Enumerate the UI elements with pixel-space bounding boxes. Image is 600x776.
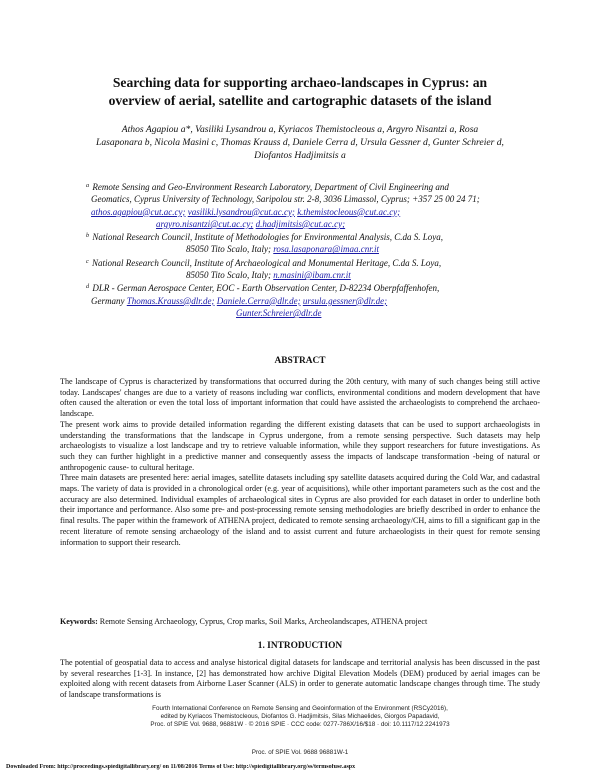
email-link[interactable]: athos.agapiou@cut.ac.cy; bbox=[91, 206, 186, 217]
keywords-label: Keywords: bbox=[60, 617, 98, 626]
author-list bbox=[72, 123, 528, 162]
affiliation-marker: b bbox=[86, 232, 90, 240]
affiliation-text: 85050 Tito Scalo, Italy; bbox=[186, 270, 271, 281]
abstract-paragraph: The landscape of Cyprus is characterized by transformations that occurred during the 20th century, with many of such changes being still active today. Landscapes' changes are due to a variety of reasons including war conflicts, environmental conditions and modern development that have often caused the alteration or even the total loss of important information that could have assisted the archaeologists to comprehend the archaeo-landscape. bbox=[60, 377, 540, 419]
affiliation-c bbox=[86, 256, 526, 282]
affiliation-marker: d bbox=[86, 283, 90, 291]
introduction-heading: 1. INTRODUCTION bbox=[257, 641, 343, 651]
affiliations bbox=[86, 180, 526, 319]
email-link[interactable]: vasiliki.lysandrou@cut.ac.cy; bbox=[187, 206, 295, 217]
affiliation-text: Remote Sensing and Geo-Environment Research Laboratory, Department of Civil Engineering and bbox=[92, 182, 449, 192]
conference-footer bbox=[100, 705, 500, 730]
affiliation-text: 85050 Tito Scalo, Italy; bbox=[186, 244, 271, 255]
authors-line-1: Athos Agapiou a*, Vasiliki Lysandrou a, Kyriacos Themistocleous a, Argyro Nisantzi a, Rosa bbox=[121, 124, 479, 135]
title-line-1: Searching data for supporting archaeo-landscapes in Cyprus: an bbox=[112, 75, 488, 90]
affiliation-text: National Research Council, Institute of Archaeological and Monumental Heritage, C.da S. Loya, bbox=[92, 257, 442, 268]
introduction-paragraph: The potential of geospatial data to access and analyse historical digital datasets for landscape and territorial analysis has been discussed in the past by several researches [1-3]. In instance, [2] has demonstrated how archive Digital Elevation Models (DEM) produced by aerial images can be exploited along with recent datasets from Airborne Laser Scanner (ALS) in order to generate automatic landscape changes through time. The study of landscape transformations is bbox=[60, 658, 540, 700]
abstract-paragraph: Three main datasets are presented here: aerial images, satellite datasets including spy satellite datasets acquired during the Cold War, and cadastral maps. The variety of data is provided in a chronological order (e.g. year of acquisitions), while other important parameters such as the cost and the accuracy are also determined. Individual examples of archaeological sites in Cyprus are also provided for each dataset in order to underline both their importance and performance. Also some pre- and post-processing remote sensing methodologies are briefly described in order to enhance the final results. The paper within the framework of ATHENA project, dedicated to remote sensing archaeology/CH, aims to fill a significant gap in the recent literature of remote sensing archaeology of the island and to assist current and future archaeologists in their quest for remote sensing information to support their research. bbox=[60, 473, 540, 547]
email-link[interactable]: n.masini@ibam.cnr.it bbox=[273, 270, 351, 281]
affiliation-marker: c bbox=[86, 257, 89, 265]
email-link[interactable]: Thomas.Krauss@dlr.de; bbox=[126, 295, 215, 306]
affiliation-text: National Research Council, Institute of Methodologies for Environmental Analysis, C.da S. Loya, bbox=[92, 232, 443, 243]
footer-line-1: Fourth International Conference on Remote Sensing and Geoinformation of the Environment (RSCy2016), bbox=[152, 705, 448, 712]
download-notice: Downloaded From: http://proceedings.spiedigitallibrary.org/ on 11/08/2016 Terms of Use: http://spiedigitallibrary.org/ss/termsofuse.aspx bbox=[6, 764, 356, 770]
email-link[interactable]: ursula.gessner@dlr.de; bbox=[302, 295, 388, 306]
abstract-heading: ABSTRACT bbox=[274, 356, 326, 366]
affiliation-text: Geomatics, Cyprus University of Technology, Saripolou str. 2-8, 3036 Limassol, Cyprus; +357 25 bbox=[91, 194, 443, 205]
email-link[interactable]: Gunter.Schreier@dlr.de bbox=[236, 307, 322, 318]
title-line-2: overview of aerial, satellite and cartographic datasets of the island bbox=[108, 93, 492, 108]
affiliation-text: 00 24 71; bbox=[445, 194, 480, 205]
email-link[interactable]: k.themistocleous@cut.ac.cy; bbox=[297, 206, 401, 217]
footer-line-3: Proc. of SPIE Vol. 9688, 96881W · © 2016 SPIE · CCC code: 0277-786X/16/$18 · doi: 10.1117/12.2241973 bbox=[150, 721, 450, 729]
email-link[interactable]: rosa.lasaponara@imaa.cnr.it bbox=[273, 244, 379, 255]
paper-title bbox=[60, 74, 540, 110]
affiliation-d bbox=[86, 281, 526, 319]
affiliation-marker: a bbox=[86, 182, 90, 189]
affiliation-a bbox=[86, 180, 526, 230]
email-link[interactable]: argyro.nisantzi@cut.ac.cy; bbox=[156, 218, 254, 229]
keywords-text: Remote Sensing Archaeology, Cyprus, Crop marks, Soil Marks, Archeolandscapes, ATHENA project bbox=[99, 617, 428, 626]
affiliation-b bbox=[86, 230, 526, 256]
page-number: Proc. of SPIE Vol. 9688 96881W-1 bbox=[251, 749, 349, 756]
keywords bbox=[60, 617, 540, 628]
email-link[interactable]: d.hadjimitsis@cut.ac.cy; bbox=[255, 218, 346, 229]
authors-line-2: Lasaponara b, Nicola Masini c, Thomas Krauss d, Daniele Cerra d, Ursula Gessner d, Gunter Schreier d, bbox=[96, 137, 504, 148]
authors-line-3: Diofantos Hadjimitsis a bbox=[254, 150, 346, 161]
footer-line-2: edited by Kyriacos Themistocleous, Diofantos G. Hadjimitsis, Silas Michaelides, Giorgos Papadavid, bbox=[160, 713, 440, 721]
abstract-body bbox=[60, 377, 540, 548]
affiliation-text: DLR - German Aerospace Center, EOC - Earth Observation Center, D-82234 Oberpfaffenhofen, bbox=[92, 283, 440, 294]
abstract-paragraph: The present work aims to provide detailed information regarding the different existing datasets that can be used to support archaeologists in understanding the transformations that the landscape in Cyprus undergone, from a remote sensing perspective. Such datasets may help archaeologists to visualize a lost landscape and try to retrieve valuable information, while they support researchers for future investigations. As such they can further highlight in a predictive manner and consequently assess the impacts of landscape transformation -being of natural or anthropogenic cause- to cultural heritage. bbox=[60, 419, 540, 472]
affiliation-text: Germany bbox=[91, 295, 125, 306]
introduction-body bbox=[60, 658, 540, 701]
email-link[interactable]: Daniele.Cerra@dlr.de; bbox=[216, 295, 301, 306]
